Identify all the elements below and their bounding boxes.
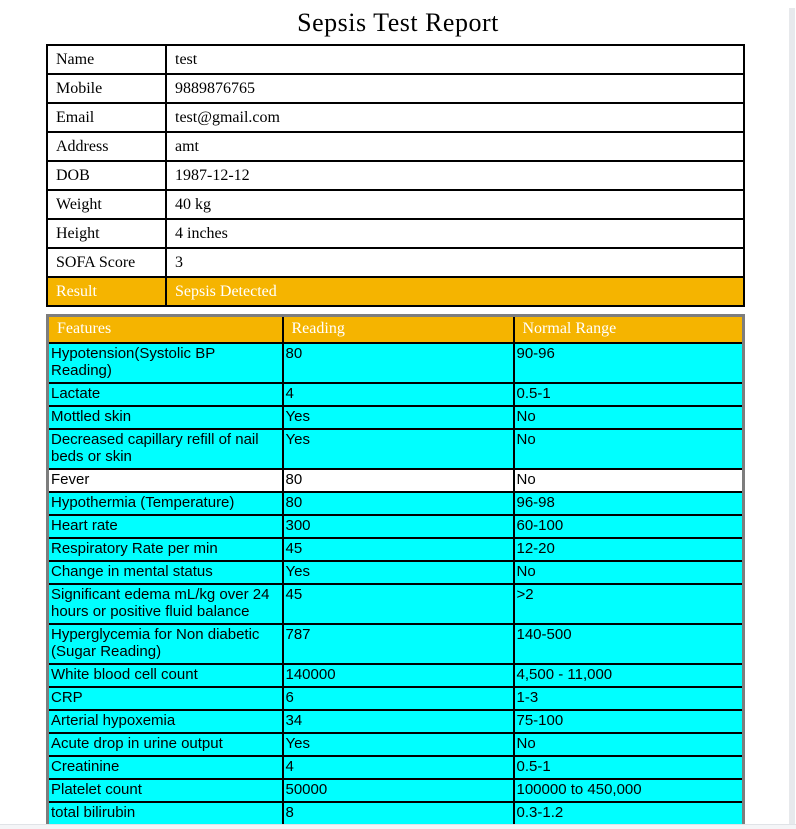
patient-field-label: Height xyxy=(47,219,166,248)
patient-field-label: DOB xyxy=(47,161,166,190)
feature-name-cell: Platelet count xyxy=(48,779,283,802)
reading-cell: 8 xyxy=(283,802,514,826)
features-table xyxy=(46,314,745,827)
patient-field-value: 3 xyxy=(166,248,744,277)
feature-name-cell: total bilirubin xyxy=(48,802,283,826)
normal-range-cell: 96-98 xyxy=(514,492,744,515)
feature-row xyxy=(48,492,744,515)
feature-name-cell: Respiratory Rate per min xyxy=(48,538,283,561)
patient-field-value: 9889876765 xyxy=(166,74,744,103)
patient-field-value: test@gmail.com xyxy=(166,103,744,132)
feature-name-cell: Hyperglycemia for Non diabetic (Sugar Reading) xyxy=(48,624,283,664)
reading-cell: 34 xyxy=(283,710,514,733)
normal-range-cell: No xyxy=(514,406,744,429)
reading-cell: 50000 xyxy=(283,779,514,802)
patient-row xyxy=(47,132,744,161)
feature-name-cell: Hypothermia (Temperature) xyxy=(48,492,283,515)
features-header-row xyxy=(48,316,744,343)
feature-name-cell: Mottled skin xyxy=(48,406,283,429)
normal-range-cell: 75-100 xyxy=(514,710,744,733)
feature-row xyxy=(48,561,744,584)
normal-range-cell: 140-500 xyxy=(514,624,744,664)
features-header-cell: Normal Range xyxy=(514,316,744,343)
report-page xyxy=(0,8,796,829)
feature-row xyxy=(48,733,744,756)
patient-row xyxy=(47,74,744,103)
normal-range-cell: 60-100 xyxy=(514,515,744,538)
feature-row xyxy=(48,469,744,492)
feature-name-cell: Significant edema mL/kg over 24 hours or positive fluid balance xyxy=(48,584,283,624)
feature-row xyxy=(48,429,744,469)
patient-field-value: 4 inches xyxy=(166,219,744,248)
feature-row xyxy=(48,664,744,687)
reading-cell: 45 xyxy=(283,538,514,561)
reading-cell: Yes xyxy=(283,406,514,429)
reading-cell: Yes xyxy=(283,733,514,756)
patient-field-label: Address xyxy=(47,132,166,161)
normal-range-cell: 100000 to 450,000 xyxy=(514,779,744,802)
patient-field-value: amt xyxy=(166,132,744,161)
reading-cell: 80 xyxy=(283,492,514,515)
patient-field-label: Email xyxy=(47,103,166,132)
patient-row xyxy=(47,103,744,132)
patient-field-value: 40 kg xyxy=(166,190,744,219)
report-title: Sepsis Test Report xyxy=(297,8,499,37)
patient-row xyxy=(47,219,744,248)
reading-cell: 4 xyxy=(283,756,514,779)
patient-row xyxy=(47,45,744,74)
reading-cell: 300 xyxy=(283,515,514,538)
reading-cell: Yes xyxy=(283,561,514,584)
feature-name-cell: CRP xyxy=(48,687,283,710)
normal-range-cell: 1-3 xyxy=(514,687,744,710)
patient-field-value: test xyxy=(166,45,744,74)
feature-row xyxy=(48,710,744,733)
normal-range-cell: 90-96 xyxy=(514,343,744,383)
feature-row xyxy=(48,624,744,664)
features-header-cell: Features xyxy=(48,316,283,343)
vertical-scrollbar-track[interactable] xyxy=(789,8,795,824)
feature-row xyxy=(48,584,744,624)
reading-cell: 80 xyxy=(283,343,514,383)
patient-result-row xyxy=(47,277,744,306)
feature-name-cell: Lactate xyxy=(48,383,283,406)
patient-field-label: Mobile xyxy=(47,74,166,103)
patient-field-label: Name xyxy=(47,45,166,74)
feature-name-cell: Hypotension(Systolic BP Reading) xyxy=(48,343,283,383)
patient-info-table xyxy=(46,44,745,307)
normal-range-cell: 12-20 xyxy=(514,538,744,561)
normal-range-cell: No xyxy=(514,429,744,469)
normal-range-cell: >2 xyxy=(514,584,744,624)
reading-cell: 45 xyxy=(283,584,514,624)
patient-field-label: SOFA Score xyxy=(47,248,166,277)
feature-row xyxy=(48,687,744,710)
feature-row xyxy=(48,756,744,779)
feature-name-cell: Heart rate xyxy=(48,515,283,538)
normal-range-cell: 0.5-1 xyxy=(514,383,744,406)
feature-row xyxy=(48,343,744,383)
reading-cell: 140000 xyxy=(283,664,514,687)
patient-field-label: Weight xyxy=(47,190,166,219)
normal-range-cell: No xyxy=(514,469,744,492)
normal-range-cell: 0.5-1 xyxy=(514,756,744,779)
feature-name-cell: Acute drop in urine output xyxy=(48,733,283,756)
feature-name-cell: Change in mental status xyxy=(48,561,283,584)
feature-name-cell: Fever xyxy=(48,469,283,492)
normal-range-cell: No xyxy=(514,561,744,584)
features-header-cell: Reading xyxy=(283,316,514,343)
reading-cell: 4 xyxy=(283,383,514,406)
feature-row xyxy=(48,515,744,538)
feature-name-cell: Arterial hypoxemia xyxy=(48,710,283,733)
reading-cell: Yes xyxy=(283,429,514,469)
feature-row xyxy=(48,802,744,826)
horizontal-scrollbar-track[interactable] xyxy=(0,824,796,829)
reading-cell: 80 xyxy=(283,469,514,492)
patient-row xyxy=(47,248,744,277)
feature-row xyxy=(48,538,744,561)
patient-field-label: Result xyxy=(47,277,166,306)
normal-range-cell: 0.3-1.2 xyxy=(514,802,744,826)
feature-name-cell: Decreased capillary refill of nail beds or skin xyxy=(48,429,283,469)
reading-cell: 6 xyxy=(283,687,514,710)
feature-name-cell: White blood cell count xyxy=(48,664,283,687)
patient-field-value: 1987-12-12 xyxy=(166,161,744,190)
reading-cell: 787 xyxy=(283,624,514,664)
feature-row xyxy=(48,383,744,406)
patient-field-value: Sepsis Detected xyxy=(166,277,744,306)
feature-row xyxy=(48,406,744,429)
patient-row xyxy=(47,190,744,219)
feature-row xyxy=(48,779,744,802)
normal-range-cell: 4,500 - 11,000 xyxy=(514,664,744,687)
feature-name-cell: Creatinine xyxy=(48,756,283,779)
normal-range-cell: No xyxy=(514,733,744,756)
patient-row xyxy=(47,161,744,190)
